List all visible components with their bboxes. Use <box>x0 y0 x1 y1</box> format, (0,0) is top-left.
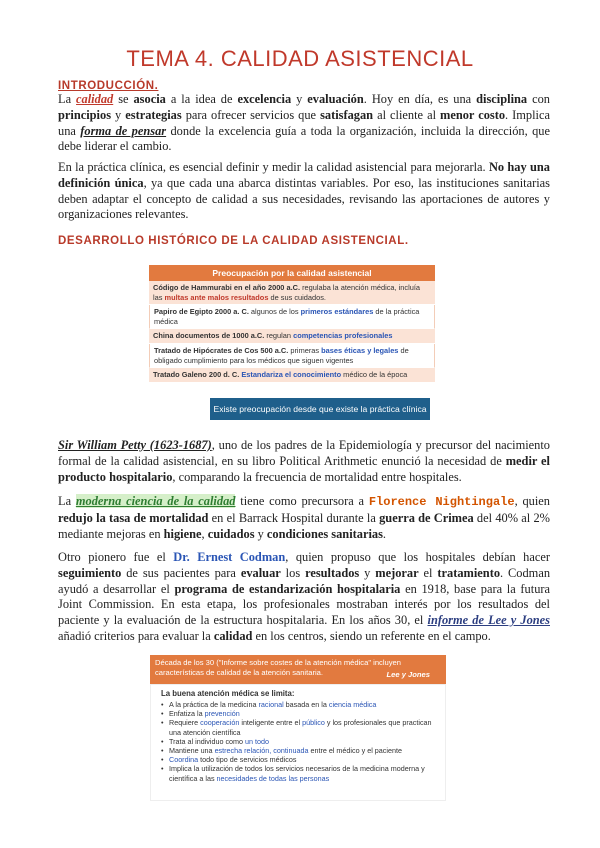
list-item: • Coordina todo tipo de servicios médicos <box>161 755 439 764</box>
intro-paragraph-1: La calidad se asocia a la idea de excelencia y evaluación. Hoy en día, es una disciplina con principios y estrategias para ofrecer servicios que satisfagan al cliente al menor costo. Implica una forma de pensar donde la excelencia guía a toda la organización, incluida la dirección, que debe liderar el cambio. <box>58 92 550 154</box>
nightingale-paragraph: La moderna ciencia de la calidad tiene como precursora a Florence Nightingale, quien redujo la tasa de mortalidad en el Barrack Hospital durante la guerra de Crimea del 40% al 2% mediante mejoras en higiene, cuidados y condiciones sanitarias. <box>58 494 550 541</box>
figure-list <box>161 700 439 783</box>
intro-paragraph-2: En la práctica clínica, es esencial definir y medir la calidad asistencial para mejorarla. No hay una definición única, ya que cada una abarca distintas variables. Por eso, las instituciones sanitarias deben adaptar el concepto de calidad a sus necesidades, revisando las aportaciones de autores y organizaciones relevantes. <box>58 160 551 222</box>
table-row: Tratado de Hipócrates de Cos 500 a.C. primeras bases éticas y legales de obligado cumplimiento para los médicos que siguen vigentes <box>149 344 435 368</box>
figure-header: Década de los 30 ("Informe sobre costes de la atención médica" incluyen características de calidad de la atención sanitaria. Lee y Jones <box>150 655 446 684</box>
table-row: Código de Hammurabi en el año 2000 a.C. regulaba la atención médica, incluía las multas ante malos resultados de sus cuidados. <box>149 281 435 305</box>
table-row: China documentos de 1000 a.C. regulan competencias profesionales <box>149 329 435 344</box>
table-row: Papiro de Egipto 2000 a. C. algunos de los primeros estándares de la práctica médica <box>149 305 435 329</box>
history-banner: Existe preocupación desde que existe la práctica clínica <box>210 398 430 420</box>
lee-jones-figure <box>150 655 446 801</box>
codman-paragraph: Otro pionero fue el Dr. Ernest Codman, quien propuso que los hospitales debían hacer seguimiento de sus pacientes para evaluar los resultados y mejorar el tratamiento. Codman ayudó a desarrollar el programa de estandarización hospitalaria en 1918, base para la futura Joint Commission. En esta etapa, los profesionales mostraban interés por los resultados del paciente y la evaluación de la estructura hospitalaria. En los años 30, el informe de Lee y Jones añadió criterios para evaluar la calidad en los centros, siendo un referente en el campo. <box>58 550 551 643</box>
figure-authors: Lee y Jones <box>386 670 430 679</box>
figure-lead: La buena atención médica se limita: <box>161 689 295 698</box>
list-item: • A la práctica de la medicina racional basada en la ciencia médica <box>161 700 439 709</box>
history-heading: DESARROLLO HISTÓRICO DE LA CALIDAD ASISTENCIAL. <box>58 235 409 247</box>
history-table <box>149 265 435 383</box>
petty-paragraph: Sir William Petty (1623-1687), uno de los padres de la Epidemiología y precursor del nacimiento formal de la calidad asistencial, en su libro Political Arithmetic enunció la necesidad de medir el producto hospitalario, comparando la frecuencia de mortalidad entre hospitales. <box>58 438 551 484</box>
list-item: • Implica la utilización de todos los servicios necesarios de la medicina moderna y científica a las necesidades de todas las personas <box>161 764 439 782</box>
table-row: Tratado Galeno 200 d. C. Estandariza el conocimiento médico de la época <box>149 368 435 383</box>
list-item: • Enfatiza la prevención <box>161 709 439 718</box>
list-item: • Requiere cooperación inteligente entre el público y los profesionales que practican una atención científica <box>161 718 439 736</box>
figure-body <box>150 684 446 801</box>
history-table-header: Preocupación por la calidad asistencial <box>149 265 435 281</box>
list-item: • Trata al individuo como un todo <box>161 737 439 746</box>
list-item: • Mantiene una estrecha relación, continuada entre el médico y el paciente <box>161 746 439 755</box>
page-title: TEMA 4. CALIDAD ASISTENCIAL <box>126 46 474 71</box>
intro-heading: INTRODUCCIÓN. <box>58 80 159 92</box>
